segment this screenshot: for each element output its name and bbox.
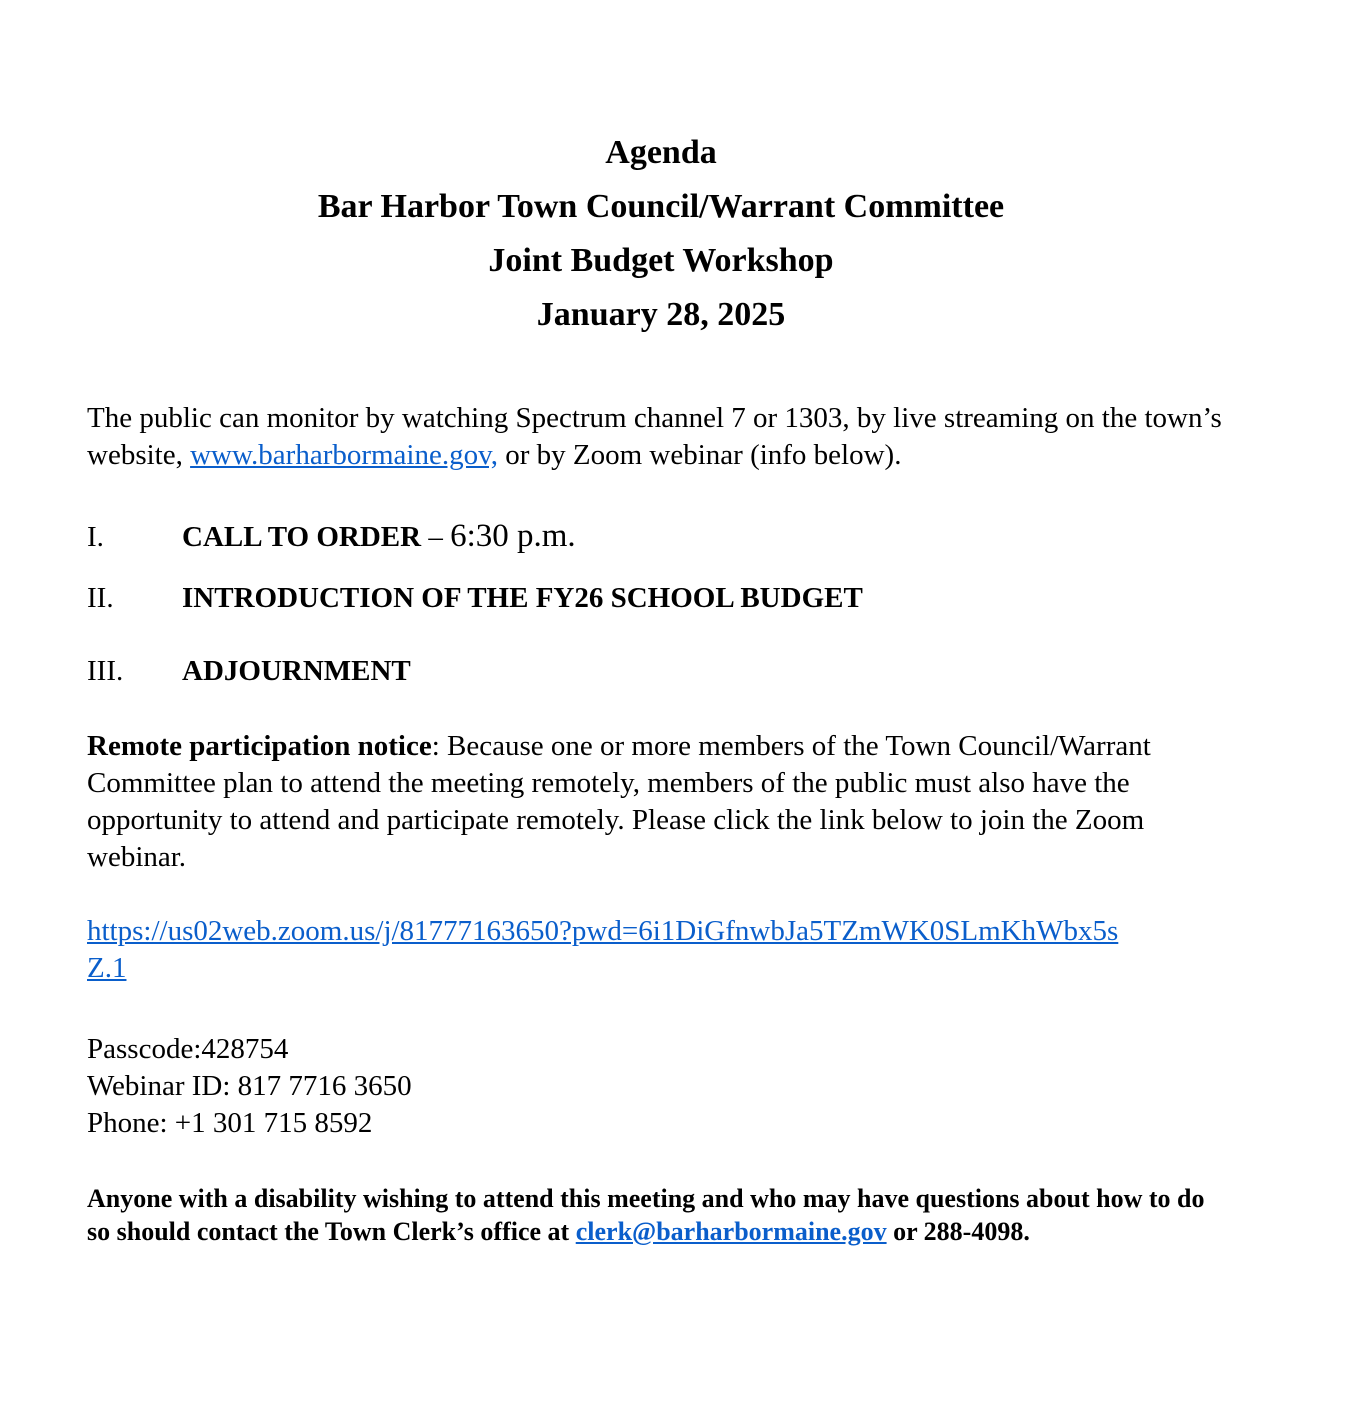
agenda-item-number: I. [87,521,104,553]
agenda-item-label: ADJOURNMENT [182,655,411,687]
agenda-item-number: II. [87,582,114,614]
zoom-webinar-link[interactable] [87,915,1118,984]
agenda-list [87,518,1237,695]
zoom-link-block [87,913,1227,987]
agenda-item-time: 6:30 p.m. [450,518,576,554]
doc-title: Agenda [605,134,717,171]
webinar-details [87,1031,1237,1142]
disability-text-after: or 288-4098. [886,1217,1030,1246]
title-block [87,126,1235,342]
doc-organization: Bar Harbor Town Council/Warrant Committee [317,188,1005,225]
doc-meeting-name: Joint Budget Workshop [488,242,834,279]
disability-text-before: Anyone with a disability wishing to attend this meeting and who may have questions about how to do so should contact the Town Clerk’s office at [87,1184,1205,1246]
agenda-item-school-budget [87,582,1237,622]
intro-text-before: The public can monitor by watching Spectrum channel 7 or 1303, by live streaming on the town’s website, [87,402,1222,471]
document-page [87,126,1237,1248]
disability-notice [87,1182,1227,1248]
agenda-item-label: INTRODUCTION OF THE FY26 SCHOOL BUDGET [182,582,863,614]
intro-text-after: or by Zoom webinar (info below). [497,439,902,471]
phone-number: Phone: +1 301 715 8592 [87,1107,373,1139]
notice-body: : Because one or more members of the Town Council/Warrant Committee plan to attend the meeting remotely, members of the public must also have the opportunity to attend and participate remotely. Please click the link below to join the Zoom webinar. [87,730,1151,873]
webinar-id: Webinar ID: 817 7716 3650 [87,1070,412,1102]
remote-participation-notice [87,728,1237,876]
zoom-link-line-1: https://us02web.zoom.us/j/81777163650?pwd=6i1DiGfnwbJa5TZmWK0SLmKhWbx5s [87,915,1119,947]
agenda-item-call-to-order [87,518,1237,568]
notice-lead: Remote participation notice [87,730,432,762]
town-website-link[interactable]: www.barharbormaine.gov, [190,439,498,471]
clerk-email-link[interactable]: clerk@barharbormaine.gov [575,1217,887,1246]
agenda-item-adjournment [87,655,1237,695]
doc-date: January 28, 2025 [536,296,786,333]
agenda-item-label: CALL TO ORDER [182,521,422,553]
agenda-item-separator: – [421,521,451,553]
passcode: Passcode:428754 [87,1033,289,1065]
intro-paragraph [87,400,1237,474]
agenda-item-number: III. [87,655,124,687]
zoom-link-line-2: Z.1 [87,952,127,984]
